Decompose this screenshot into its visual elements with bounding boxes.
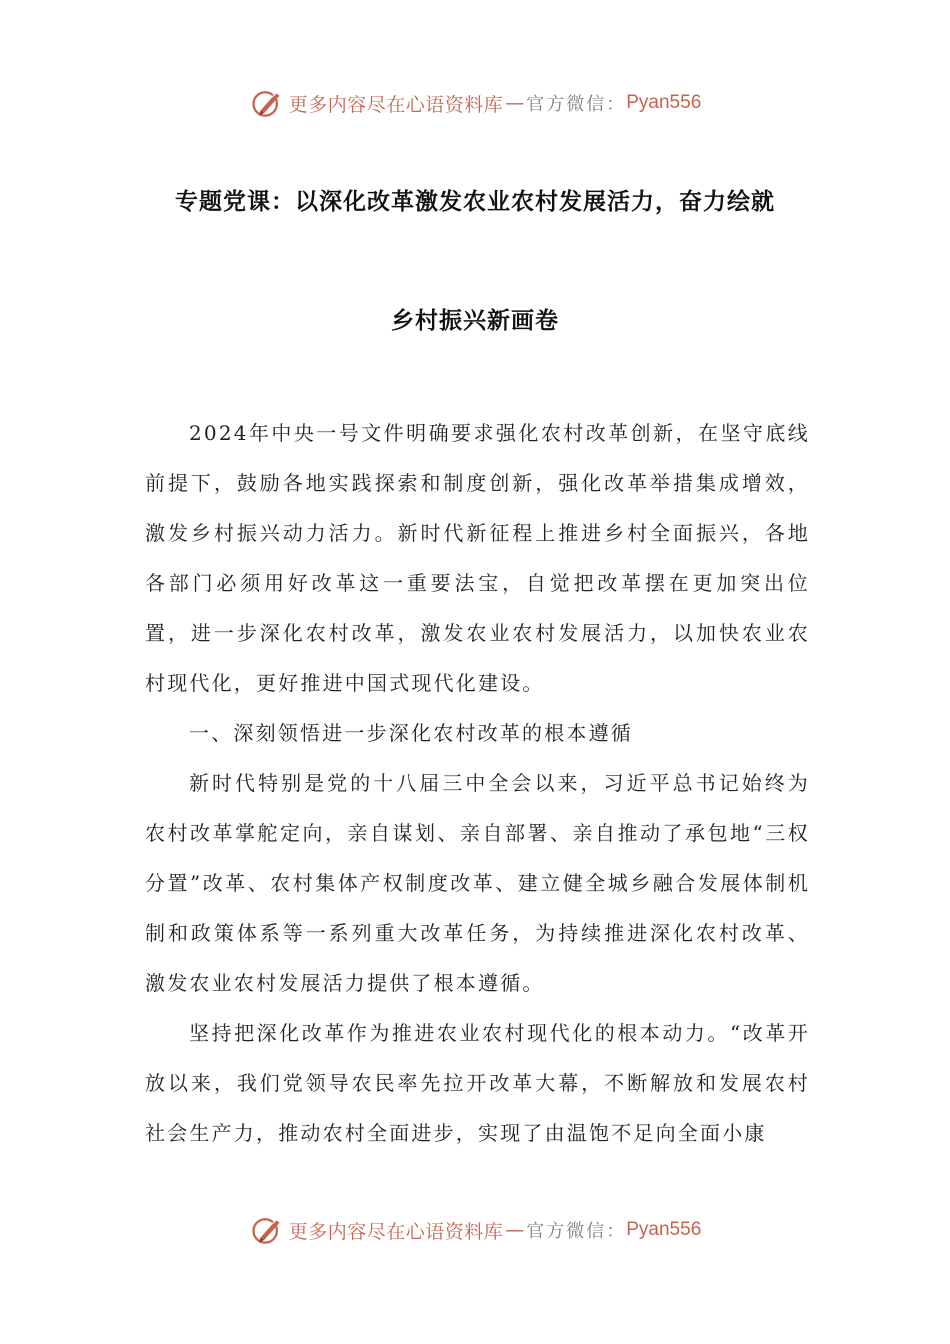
header-brand-text: 更多内容尽在心语资料库 [288,93,504,116]
body-paragraph: 坚持把深化改革作为推进农业农村现代化的根本动力。“改革开放以来，我们党领导农民率先拉开改革大幕，不断解放和发展农村社会生产力，推动农村全面进步，实现了由温饱不足向全面小康 [145,1021,810,1145]
header-wechat-id: Pyan556 [626,92,702,113]
body-paragraph-intro: 2024年中央一号文件明确要求强化农村改革创新，在坚守底线前提下，鼓励各地实践探索和制度创新，强化改革举措集成增效，激发乡村振兴动力活力。新时代新征程上推进乡村全面振兴，各地各部门必须用好改革这一重要法宝，自觉把改革摆在更加突出位置，进一步深化农村改革，激发农业农村发展活力，以加快农业农村现代化，更好推进中国式现代化建设。 [145,421,810,695]
section-heading-1: 一、深刻领悟进一步深化农村改革的根本遵循 [189,721,633,745]
footer-wechat-label: 官方微信： [526,1221,627,1242]
footer-dash: — [505,1219,525,1241]
pen-logo-icon [249,1212,285,1248]
footer-banner [0,1210,950,1250]
footer-wechat-id: Pyan556 [626,1219,702,1240]
header-banner [0,83,950,123]
header-wechat-label: 官方微信： [526,94,627,115]
header-dash: — [505,92,525,114]
pen-logo-icon [249,85,285,121]
document-title-line-2: 乡村振兴新画卷 [391,308,559,334]
footer-brand-text: 更多内容尽在心语资料库 [288,1220,504,1243]
body-paragraph: 新时代特别是党的十八届三中全会以来，习近平总书记始终为农村改革掌舵定向，亲自谋划、亲自部署、亲自推动了承包地“三权分置”改革、农村集体产权制度改革、建立健全城乡融合发展体制机制和政策体系等一系列重大改革任务，为持续推进深化农村改革、激发农业农村发展活力提供了根本遵循。 [145,771,810,995]
document-body [145,408,810,1158]
document-title-line-1: 专题党课：以深化改革激发农业农村发展活力，奋力绘就 [175,189,775,215]
